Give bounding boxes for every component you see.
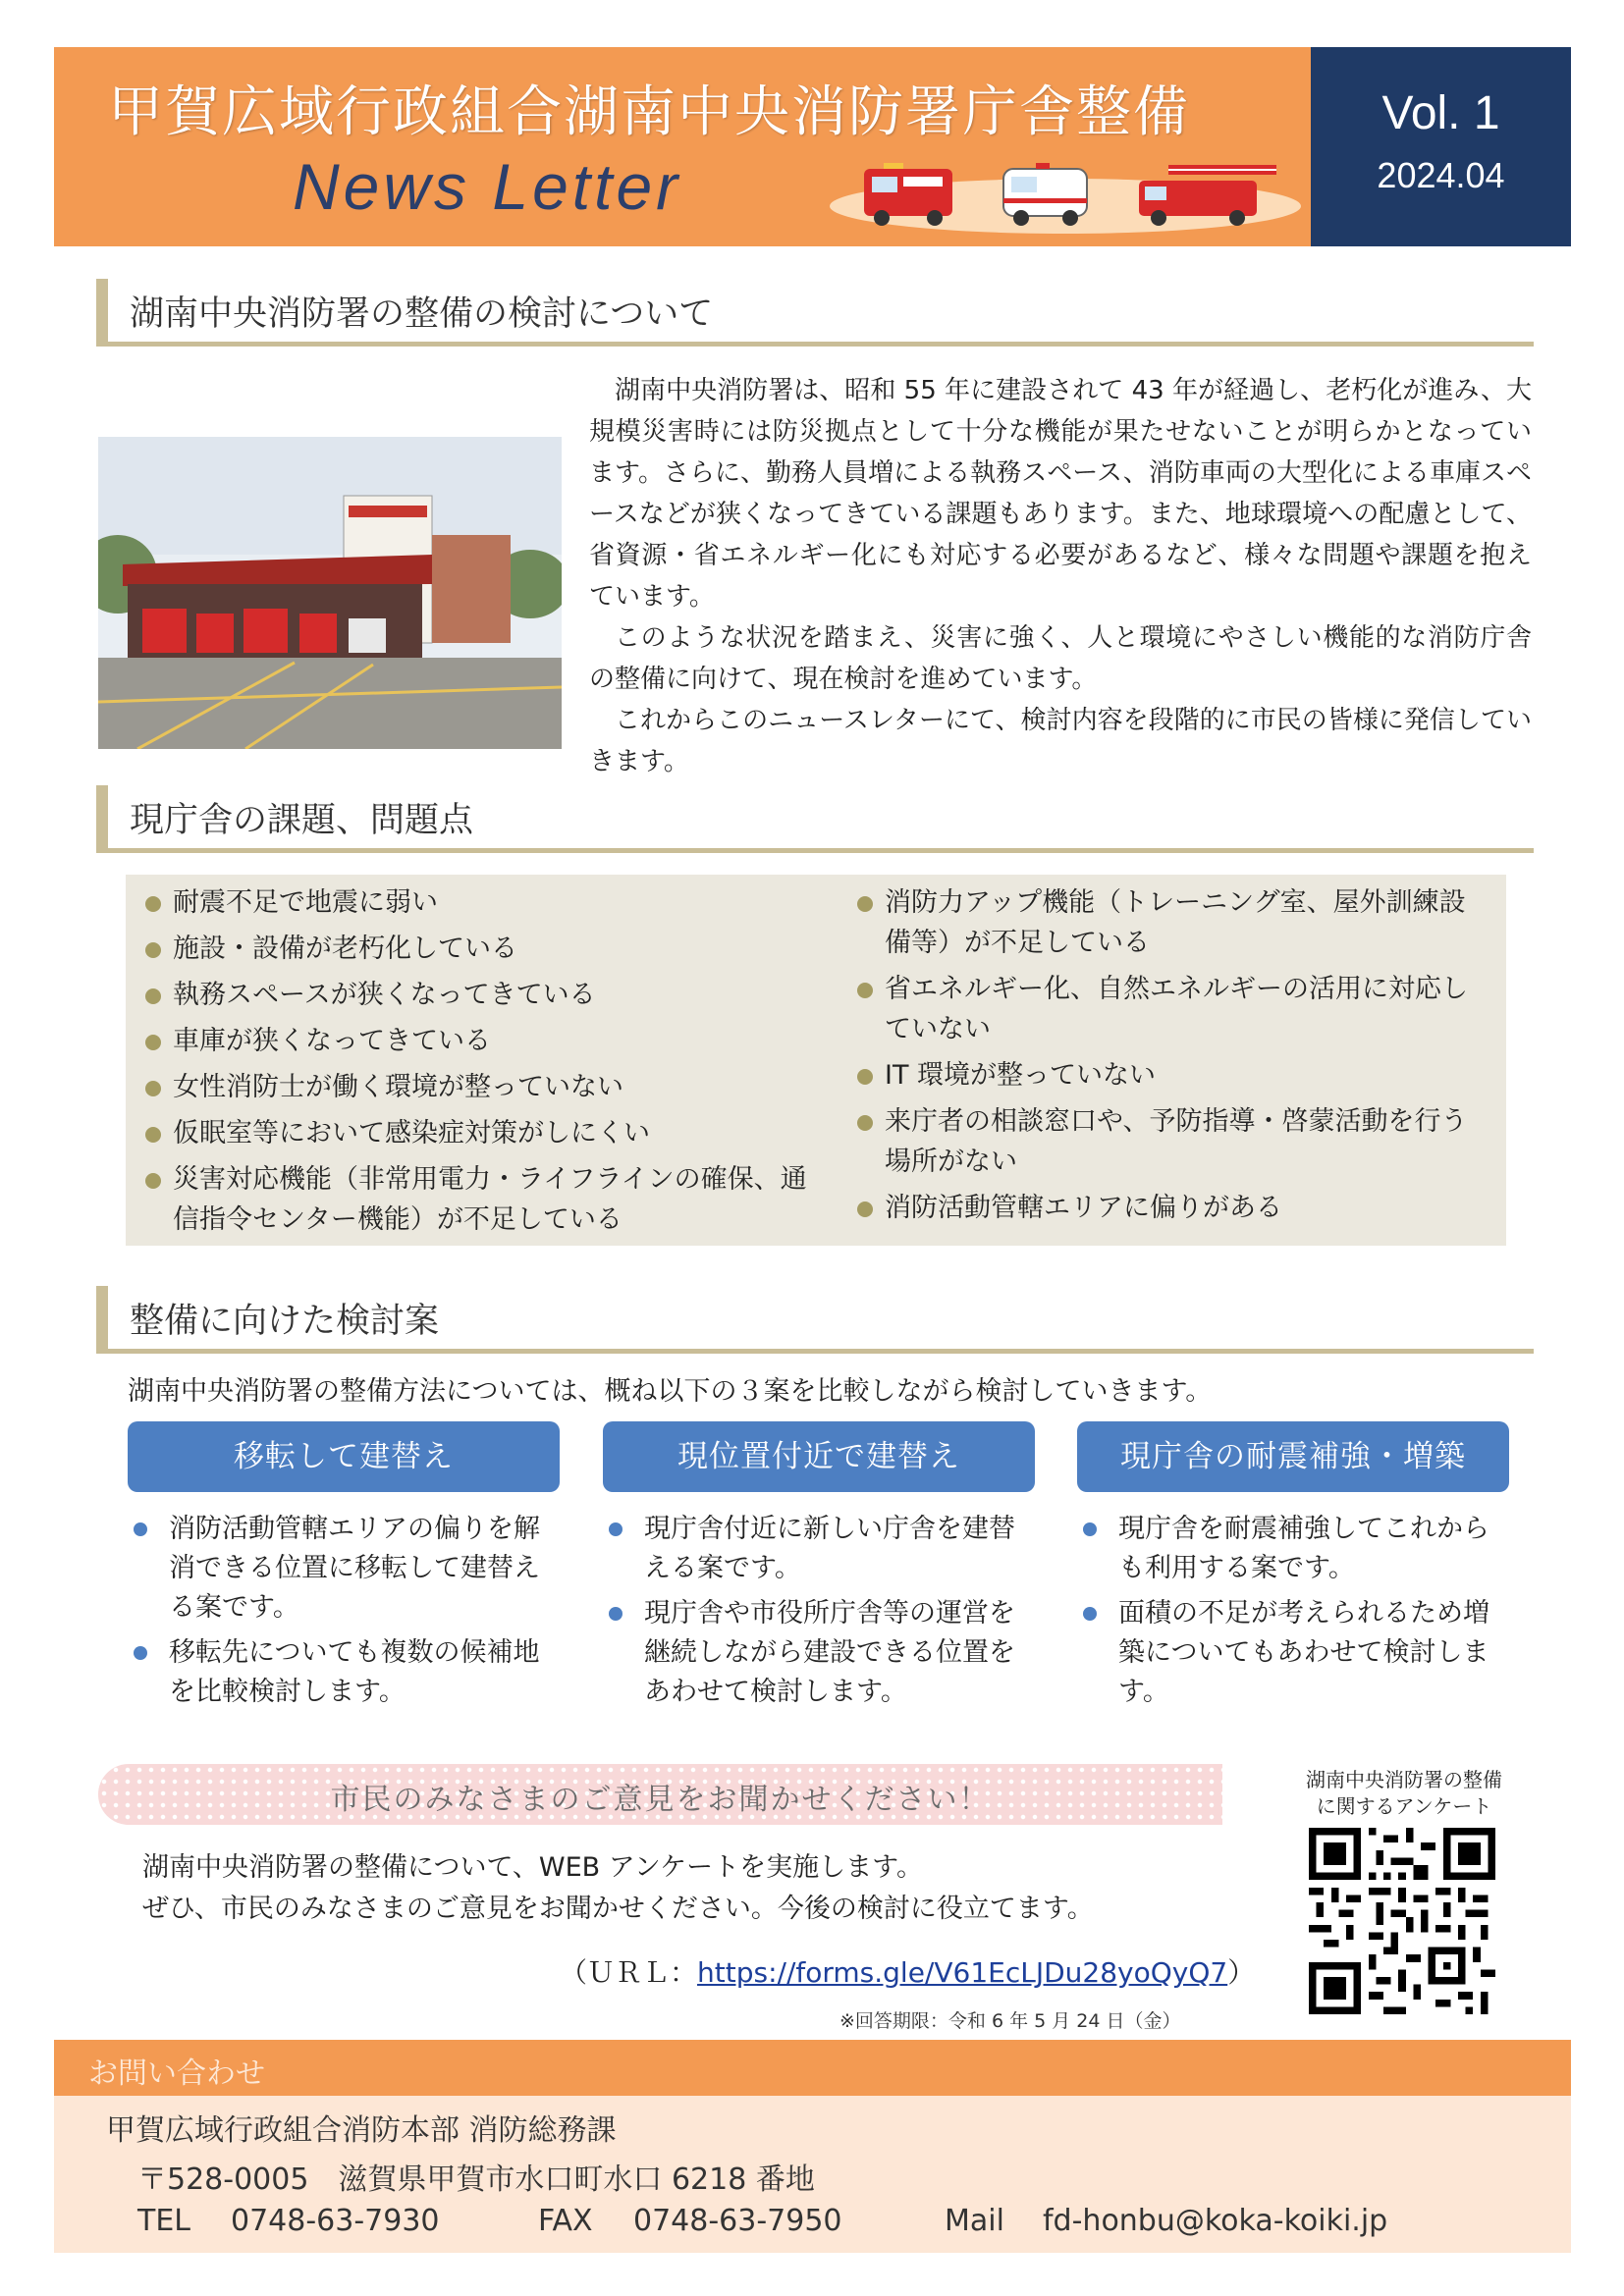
issues-left-column: [145, 882, 833, 1246]
proposal-item: 現庁舎付近に新しい庁舎を建替える案です。: [603, 1510, 1035, 1588]
proposal-card-reinforce: [1077, 1421, 1509, 1718]
volume-number: Vol. 1: [1381, 87, 1500, 139]
intro-paragraph: これからこのニュースレターにて、検討内容を段階的に市民の皆様に発信していきます。: [589, 706, 1532, 776]
contact-tel-label: TEL: [137, 2204, 190, 2238]
survey-request: ぜひ、市民のみなさまのご意見をお聞かせください。今後の検討に役立てます。: [142, 1894, 1094, 1924]
contact-fax-label: FAX: [538, 2204, 593, 2238]
proposal-card-rebuild-nearby: [603, 1421, 1035, 1718]
proposal-title: 移転して建替え: [128, 1421, 560, 1492]
survey-link[interactable]: https://forms.gle/V61EcLJDu28yoQyQ7: [697, 1956, 1228, 1989]
response-deadline: ※回答期限：令和 6 年 5 月 24 日（金）: [839, 2010, 1181, 2032]
proposal-title: 現位置付近で建替え: [603, 1421, 1035, 1492]
qr-label: 湖南中央消防署の整備 に関するアンケート: [1306, 1768, 1502, 1818]
survey-announcement: 湖南中央消防署の整備について、WEB アンケートを実施します。: [142, 1852, 924, 1883]
contact-fax: 0748-63-7950: [633, 2204, 842, 2238]
proposal-item: 面積の不足が考えられるため増築についてもあわせて検討します。: [1077, 1594, 1509, 1712]
contact-mail[interactable]: fd-honbu@koka-koiki.jp: [1043, 2204, 1388, 2238]
issue-item: 仮眠室等において感染症対策がしにくい: [145, 1113, 833, 1153]
issue-item: 施設・設備が老朽化している: [145, 929, 833, 969]
contact-title: お問い合わせ: [88, 2056, 265, 2091]
intro-paragraph: 湖南中央消防署は、昭和 55 年に建設されて 43 年が経過し、老朽化が進み、大規模災害時には防災拠点として十分な機能が果たせないことが明らかとなっています。さらに、勤務人員増による執務スペース、消防車両の大型化による車庫スペースなどが狭くなってきている課題もあります。また、地球環境への配慮として、省資源・省エネルギー化にも対応する必要があるなど、様々な問題や課題を抱えています。: [589, 376, 1532, 612]
issue-item: 来庁者の相談窓口や、予防指導・啓蒙活動を行う場所がない: [857, 1101, 1486, 1182]
proposal-card-relocate: [128, 1421, 560, 1718]
issue-item: 省エネルギー化、自然エネルギーの活用に対応していない: [857, 969, 1486, 1049]
issue-item: 車庫が狭くなってきている: [145, 1021, 833, 1061]
issue-item: 執務スペースが狭くなってきている: [145, 975, 833, 1015]
issue-item: IT 環境が整っていない: [857, 1055, 1486, 1095]
intro-paragraph: このような状況を踏まえ、災害に強く、人と環境にやさしい機能的な消防庁舎の整備に向けて、現在検討を進めています。: [589, 623, 1532, 694]
issue-date: 2024.04: [1377, 155, 1505, 195]
newsletter-subtitle: News Letter: [293, 150, 682, 223]
section-heading-review: 湖南中央消防署の整備の検討について: [96, 279, 1534, 347]
proposal-item: 現庁舎や市役所庁舎等の運営を継続しながら建設できる位置をあわせて検討します。: [603, 1594, 1035, 1712]
proposal-item: 移転先についても複数の候補地を比較検討します。: [128, 1633, 560, 1712]
issue-item: 消防力アップ機能（トレーニング室、屋外訓練設備等）が不足している: [857, 882, 1486, 963]
survey-qr-code[interactable]: [1309, 1828, 1495, 2014]
opinion-banner-title: 市民のみなさまのご意見をお聞かせください！: [330, 1783, 991, 1817]
issue-item: 女性消防士が働く環境が整っていない: [145, 1067, 833, 1107]
issues-right-column: [857, 882, 1486, 1234]
issue-item: 災害対応機能（非常用電力・ライフラインの確保、通信指令センター機能）が不足している: [145, 1159, 833, 1240]
proposal-item: 消防活動管轄エリアの偏りを解消できる位置に移転して建替える案です。: [128, 1510, 560, 1628]
contact-header: [54, 2040, 1571, 2096]
issue-item: 耐震不足で地震に弱い: [145, 882, 833, 923]
intro-text: [589, 370, 1532, 782]
ambulance-icon: [1003, 163, 1087, 226]
issues-box: [126, 875, 1506, 1246]
issue-item: 消防活動管轄エリアに偏りがある: [857, 1188, 1486, 1228]
fire-trucks-illustration: [825, 147, 1306, 236]
newsletter-title: 甲賀広域行政組合湖南中央消防署庁舎整備: [108, 80, 1190, 144]
section-heading-issues: 現庁舎の課題、問題点: [96, 785, 1534, 853]
contact-organization: 甲賀広域行政組合消防本部 消防総務課: [106, 2113, 617, 2148]
volume-box: [1311, 47, 1571, 246]
contact-address: 〒528-0005 滋賀県甲賀市水口町水口 6218 番地: [137, 2163, 815, 2197]
proposal-item: 現庁舎を耐震補強してこれからも利用する案です。: [1077, 1510, 1509, 1588]
contact-tel: 0748-63-7930: [231, 2204, 440, 2238]
proposal-title: 現庁舎の耐震補強・増築: [1077, 1421, 1509, 1492]
fire-station-photo: [98, 437, 562, 749]
contact-mail-label: Mail: [945, 2204, 1004, 2238]
section-heading-proposals: 整備に向けた検討案: [96, 1286, 1534, 1354]
proposals-intro: 湖南中央消防署の整備方法については、概ね以下の３案を比較しながら検討していきます。: [128, 1376, 1213, 1407]
survey-url-row: （ＵＲＬ：https://forms.gle/V61EcLJDu28yoQyQ7）: [560, 1956, 1256, 1989]
